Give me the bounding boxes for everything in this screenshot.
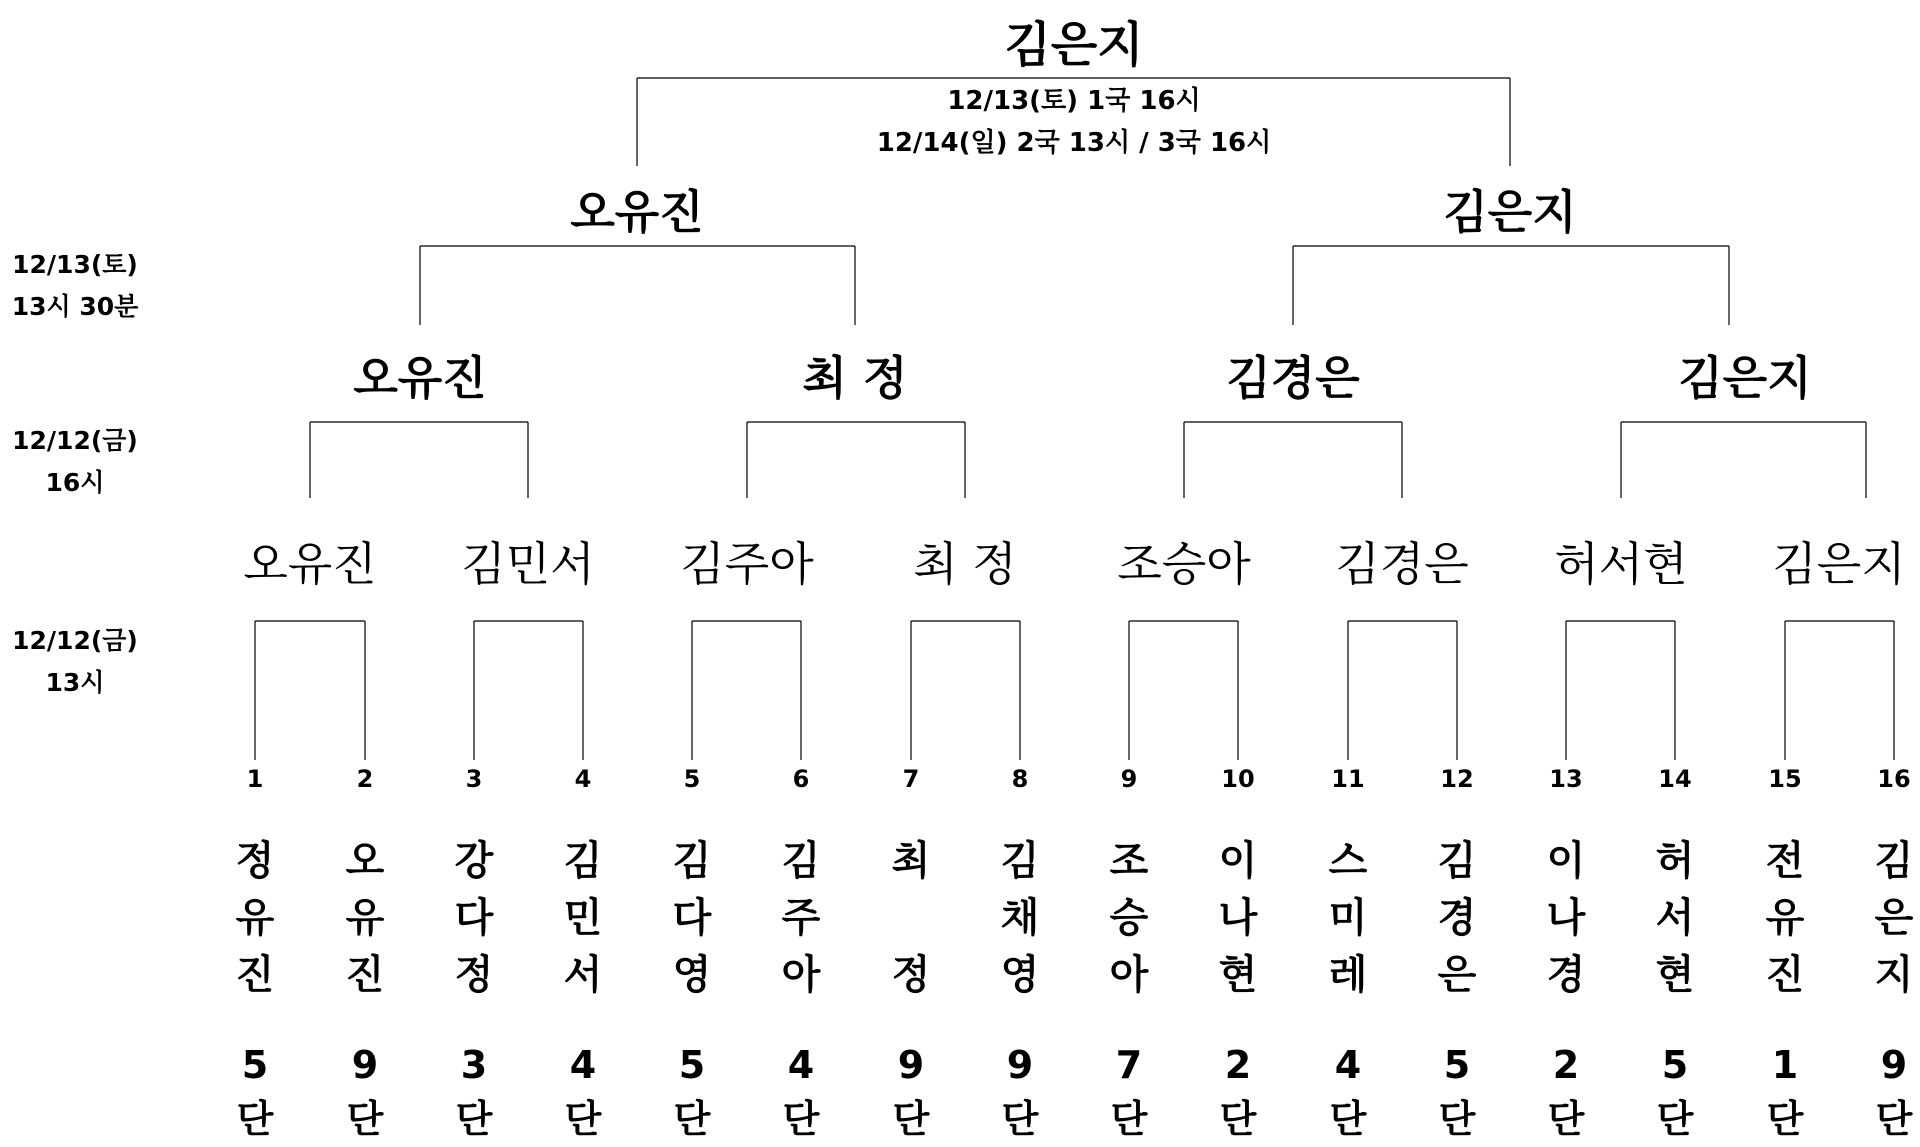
quarterfinal-schedule-date: 12/12(금) — [12, 426, 138, 455]
round16-winner: 오유진 — [243, 537, 377, 591]
rank-unit: 단 — [564, 1097, 602, 1141]
name-char: 은 — [1437, 952, 1477, 998]
name-char: 주 — [781, 895, 821, 941]
player-rank — [1645, 1038, 1705, 1146]
name-char: 김 — [1000, 838, 1040, 884]
quarterfinal-brackets — [310, 422, 1866, 498]
seed-number: 11 — [1331, 765, 1365, 793]
player-name — [1645, 833, 1705, 1004]
rank-number: 1 — [1771, 1043, 1799, 1087]
name-char: 나 — [1546, 895, 1586, 941]
round16-winner: 김민서 — [461, 537, 595, 591]
round16-winner: 김주아 — [680, 537, 814, 591]
name-char: 서 — [1655, 895, 1695, 941]
player-rank — [1427, 1038, 1487, 1146]
name-char: 승 — [1109, 895, 1149, 941]
rank-number: 9 — [1006, 1043, 1034, 1087]
rank-unit: 단 — [1766, 1097, 1804, 1141]
quarterfinal-winner: 김은지 — [1678, 351, 1812, 405]
rank-unit: 단 — [892, 1097, 930, 1141]
player-name — [1208, 833, 1268, 1004]
player-name — [881, 833, 941, 1004]
name-char: 서 — [563, 952, 603, 998]
player-rank — [1208, 1038, 1268, 1146]
semifinal-winner: 김은지 — [1443, 185, 1577, 239]
player-rank — [990, 1038, 1050, 1146]
rank-number: 2 — [1224, 1043, 1252, 1087]
seed-number: 2 — [356, 765, 374, 793]
rank-unit: 단 — [236, 1097, 274, 1141]
semifinal-schedule-time: 13시 30분 — [11, 292, 139, 321]
seed-number: 5 — [683, 765, 701, 793]
player-rank — [225, 1038, 285, 1146]
player-rank — [662, 1038, 722, 1146]
name-char: 채 — [1000, 895, 1040, 941]
name-char: 경 — [1546, 952, 1586, 998]
name-char: 김 — [781, 838, 821, 884]
semifinal-brackets — [420, 246, 1729, 325]
name-char: 정 — [235, 838, 275, 884]
name-char: 스 — [1328, 838, 1368, 884]
rank-unit: 단 — [1219, 1097, 1257, 1141]
seed-number: 9 — [1120, 765, 1138, 793]
rank-number: 5 — [1661, 1043, 1689, 1087]
rank-number: 5 — [678, 1043, 706, 1087]
rank-number: 5 — [1443, 1043, 1471, 1087]
rank-number: 3 — [460, 1043, 488, 1087]
round16-schedule-time: 13시 — [45, 668, 105, 697]
name-char: 오 — [345, 838, 385, 884]
player-name — [771, 833, 831, 1004]
name-char: 허 — [1655, 838, 1695, 884]
seed-number: 10 — [1221, 765, 1255, 793]
name-char: 이 — [1218, 838, 1258, 884]
name-char: 유 — [1765, 895, 1805, 941]
rank-unit: 단 — [1547, 1097, 1585, 1141]
final-schedule — [877, 80, 1272, 164]
rank-unit: 단 — [346, 1097, 384, 1141]
name-char: 강 — [454, 838, 494, 884]
rank-number: 4 — [787, 1043, 815, 1087]
quarterfinal-winner: 김경은 — [1226, 351, 1360, 405]
name-char: 정 — [454, 952, 494, 998]
quarterfinal-winner: 최 정 — [802, 351, 908, 405]
seed-number: 3 — [465, 765, 483, 793]
rank-unit: 단 — [1110, 1097, 1148, 1141]
name-char: 조 — [1109, 838, 1149, 884]
rank-number: 9 — [897, 1043, 925, 1087]
seed-number: 12 — [1440, 765, 1474, 793]
name-char: 진 — [235, 952, 275, 998]
seed-number: 13 — [1549, 765, 1583, 793]
name-char: 유 — [235, 895, 275, 941]
player-name — [1536, 833, 1596, 1004]
quarterfinal-winner: 오유진 — [353, 351, 487, 405]
name-char: 나 — [1218, 895, 1258, 941]
semifinal-winner: 오유진 — [570, 185, 704, 239]
rank-unit: 단 — [1438, 1097, 1476, 1141]
player-name — [1864, 833, 1920, 1004]
rank-unit: 단 — [673, 1097, 711, 1141]
name-char: 은 — [1874, 895, 1914, 941]
name-char: 민 — [563, 895, 603, 941]
name-char: 진 — [1765, 952, 1805, 998]
name-char: 다 — [672, 895, 712, 941]
round16-winner: 최 정 — [913, 537, 1017, 591]
champion-name: 김은지 — [1004, 17, 1144, 73]
name-char: 현 — [1218, 952, 1258, 998]
name-char: 김 — [1874, 838, 1914, 884]
name-char: 최 — [891, 838, 931, 884]
player-name — [335, 833, 395, 1004]
name-char: 유 — [345, 895, 385, 941]
player-name — [1427, 833, 1487, 1004]
seed-number: 8 — [1011, 765, 1029, 793]
player-rank — [335, 1038, 395, 1146]
rank-unit: 단 — [782, 1097, 820, 1141]
final-schedule-line-1: 12/13(토) 1국 16시 — [947, 86, 1201, 116]
quarterfinal-schedule — [0, 420, 150, 504]
player-rank — [1536, 1038, 1596, 1146]
name-char: 레 — [1328, 952, 1368, 998]
seed-number: 4 — [574, 765, 592, 793]
round16-winner: 김경은 — [1335, 537, 1469, 591]
player-name — [225, 833, 285, 1004]
name-char: 이 — [1546, 838, 1586, 884]
seed-number: 15 — [1768, 765, 1802, 793]
rank-number: 4 — [1334, 1043, 1362, 1087]
player-name — [1318, 833, 1378, 1004]
seed-number: 1 — [246, 765, 264, 793]
name-char: 전 — [1765, 838, 1805, 884]
name-char: 현 — [1655, 952, 1695, 998]
semifinal-schedule — [0, 244, 150, 328]
round16-brackets — [255, 621, 1894, 760]
rank-number: 2 — [1552, 1043, 1580, 1087]
player-rank — [771, 1038, 831, 1146]
rank-unit: 단 — [1875, 1097, 1913, 1141]
name-char: 다 — [454, 895, 494, 941]
rank-number: 7 — [1115, 1043, 1143, 1087]
player-name — [444, 833, 504, 1004]
round16-winner: 김은지 — [1772, 537, 1906, 591]
name-char: 경 — [1437, 895, 1477, 941]
name-char: 영 — [1000, 952, 1040, 998]
round16-schedule-date: 12/12(금) — [12, 626, 138, 655]
rank-number: 5 — [241, 1043, 269, 1087]
player-name — [553, 833, 613, 1004]
round16-schedule — [0, 620, 150, 704]
player-rank — [1864, 1038, 1920, 1146]
seed-number: 7 — [902, 765, 920, 793]
player-name — [1755, 833, 1815, 1004]
rank-number: 4 — [569, 1043, 597, 1087]
player-rank — [1755, 1038, 1815, 1146]
name-char: 아 — [1109, 952, 1149, 998]
player-rank — [1099, 1038, 1159, 1146]
rank-number: 9 — [1880, 1043, 1908, 1087]
player-rank — [444, 1038, 504, 1146]
seed-number: 16 — [1877, 765, 1911, 793]
name-char: 김 — [563, 838, 603, 884]
name-char: 지 — [1874, 952, 1914, 998]
name-char: 미 — [1328, 895, 1368, 941]
final-schedule-line-2: 12/14(일) 2국 13시 / 3국 16시 — [876, 128, 1272, 158]
player-name — [990, 833, 1050, 1004]
name-char: 정 — [891, 952, 931, 998]
name-char: 영 — [672, 952, 712, 998]
name-char: 김 — [672, 838, 712, 884]
seed-number: 14 — [1658, 765, 1692, 793]
round16-winner: 허서현 — [1554, 537, 1688, 591]
player-name — [662, 833, 722, 1004]
name-char: 아 — [781, 952, 821, 998]
quarterfinal-schedule-time: 16시 — [45, 468, 105, 497]
rank-unit: 단 — [1656, 1097, 1694, 1141]
rank-unit: 단 — [455, 1097, 493, 1141]
round16-winner: 조승아 — [1117, 537, 1251, 591]
semifinal-schedule-date: 12/13(토) — [12, 250, 138, 279]
rank-unit: 단 — [1329, 1097, 1367, 1141]
player-rank — [881, 1038, 941, 1146]
rank-unit: 단 — [1001, 1097, 1039, 1141]
player-rank — [553, 1038, 613, 1146]
player-rank — [1318, 1038, 1378, 1146]
name-char: 김 — [1437, 838, 1477, 884]
seed-number: 6 — [792, 765, 810, 793]
name-char: 진 — [345, 952, 385, 998]
player-name — [1099, 833, 1159, 1004]
rank-number: 9 — [351, 1043, 379, 1087]
